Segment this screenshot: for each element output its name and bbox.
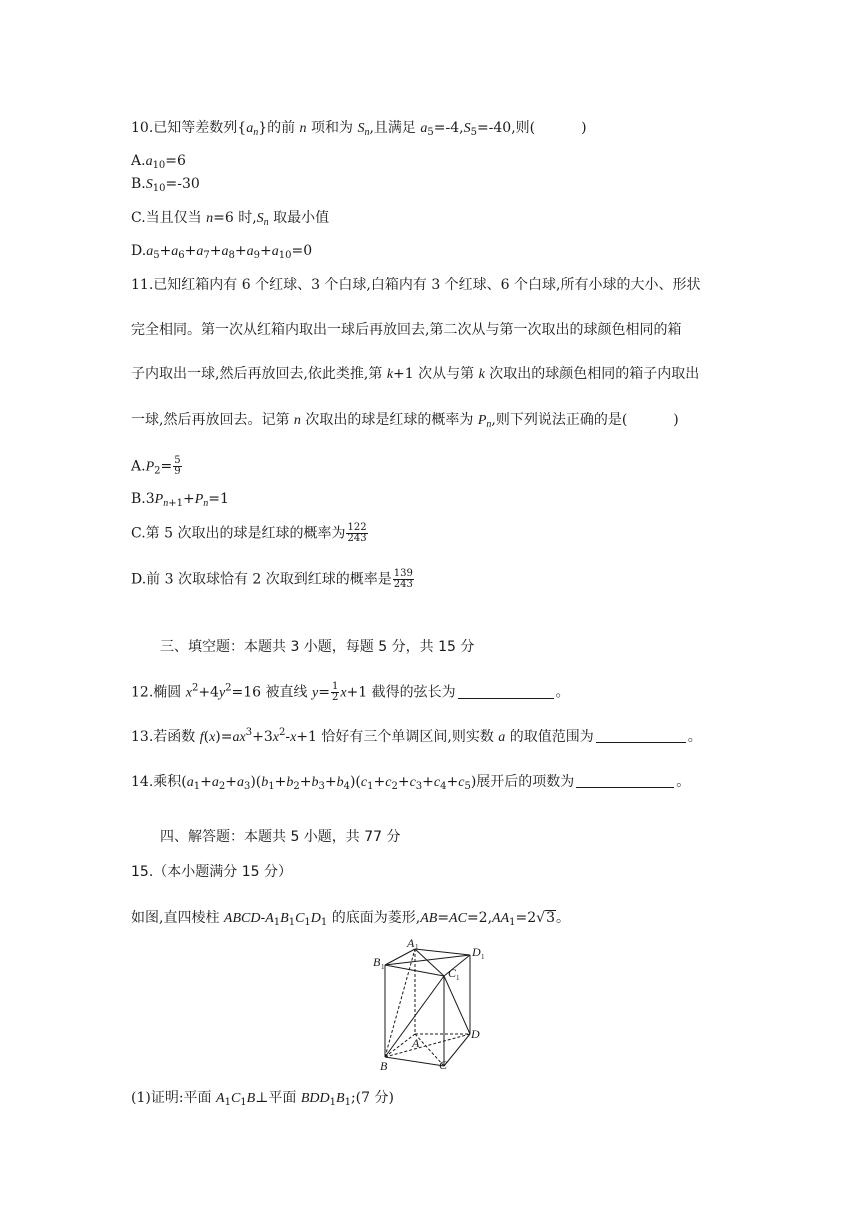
q12: 12.椭圆 $x^2+4y^2=16$ 被直线 y= $\frac{1}{2}$ x+1 截得的弦长为 。 bbox=[131, 681, 570, 703]
fraction: $\frac{1}{2}$ bbox=[331, 681, 339, 703]
q14: 14.乘积$(a_1+a_2+a_3)(b_1+b_2+b_3+b_4)(c_1+c_2+c_3+c_4+c_5)$展开后的项数为 。 bbox=[131, 774, 691, 792]
svg-text:1: 1 bbox=[381, 963, 385, 971]
answer-blank[interactable] bbox=[576, 773, 674, 788]
svg-text:1: 1 bbox=[415, 943, 419, 951]
q10-option-b: $B.S_{10}=-30$ bbox=[131, 176, 200, 194]
label-b1: B bbox=[373, 955, 381, 969]
q13: 13.若函数 $f(x)=ax^3+3x^2-x+1$ 恰好有三个单调区间,则实数 a 的取值范围为 。 bbox=[131, 727, 702, 745]
svg-text:1: 1 bbox=[481, 953, 485, 961]
q15-stem: 如图,直四棱柱 ABCD-$A_1B_1C_1D_1$ 的底面为菱形$,AB=AC=2,AA_1=2√3$。 bbox=[131, 910, 570, 928]
q11-option-d: D.前 3 次取球恰有 2 次取到红球的概率是 $\frac{139}{243}$ bbox=[131, 568, 413, 590]
answer-blank[interactable] bbox=[458, 684, 554, 699]
q10-stem: 10.已知等差数列$\{a_n\}$的前 n 项和为 $S_n$,且满足 $a_5=-4,S_5=-40$,则( ) bbox=[131, 120, 587, 138]
label-a: A bbox=[412, 1036, 420, 1050]
label-b: B bbox=[380, 1059, 388, 1072]
q11-option-b: $B.3P_{n+1}+P_n=1$ bbox=[131, 491, 229, 509]
section-4-heading: 四、解答题：本题共 5 小题，共 77 分 bbox=[160, 829, 401, 845]
q11-option-a: $A.P_2=$ $\frac{5}{9}$ bbox=[131, 455, 181, 477]
q10-option-a: $A.a_{10}=6$ bbox=[131, 153, 186, 171]
sqrt-symbol: √ bbox=[536, 910, 546, 926]
q15-part-1: (1)证明:平面 $A_1C_1B\perp$平面 $BDD_1B_1;(7$ 分) bbox=[131, 1090, 394, 1108]
fraction: $\frac{122}{243}$ bbox=[347, 522, 367, 544]
q11-option-c: C.第 5 次取出的球是红球的概率为 $\frac{122}{243}$ bbox=[131, 522, 367, 544]
q11-line-2: 完全相同。第一次从红箱内取出一球后再放回去,第二次从与第一次取出的球颜色相同的箱 bbox=[131, 322, 682, 338]
q11-line-4: 一球,然后再放回去。记第 n 次取出的球是红球的概率为 $P_n$,则下列说法正确的是( ) bbox=[131, 412, 679, 430]
prism-figure bbox=[368, 936, 492, 1072]
label-d1: D bbox=[472, 945, 481, 959]
label-d: D bbox=[471, 1027, 480, 1041]
svg-text:1: 1 bbox=[456, 974, 460, 982]
label-c1: C bbox=[448, 966, 457, 980]
q15-title: 15.（本小题满分 15 分） bbox=[131, 864, 292, 880]
label-c: C bbox=[439, 1058, 448, 1072]
q11-line-1: 11.已知红箱内有 6 个红球、3 个白球,白箱内有 3 个红球、6 个白球,所有小球的大小、形状 bbox=[131, 277, 701, 293]
fraction: $\frac{139}{243}$ bbox=[393, 568, 413, 590]
section-3-heading: 三、填空题：本题共 3 小题，每题 5 分，共 15 分 bbox=[160, 639, 475, 655]
q10-option-c: C.当且仅当 n=6 时$,S_n$ 取最小值 bbox=[131, 210, 330, 228]
q10-option-d: $D.a_5+a_6+a_7+a_8+a_9+a_{10}=0$ bbox=[131, 243, 313, 261]
answer-blank[interactable] bbox=[596, 728, 686, 743]
label-a1: A bbox=[407, 936, 415, 950]
fraction: $\frac{5}{9}$ bbox=[174, 455, 181, 477]
q11-line-3: 子内取出一球,然后再放回去,依此类推,第 k+1 次从与第 k 次取出的球颜色相同的箱子内取出 bbox=[131, 366, 700, 382]
